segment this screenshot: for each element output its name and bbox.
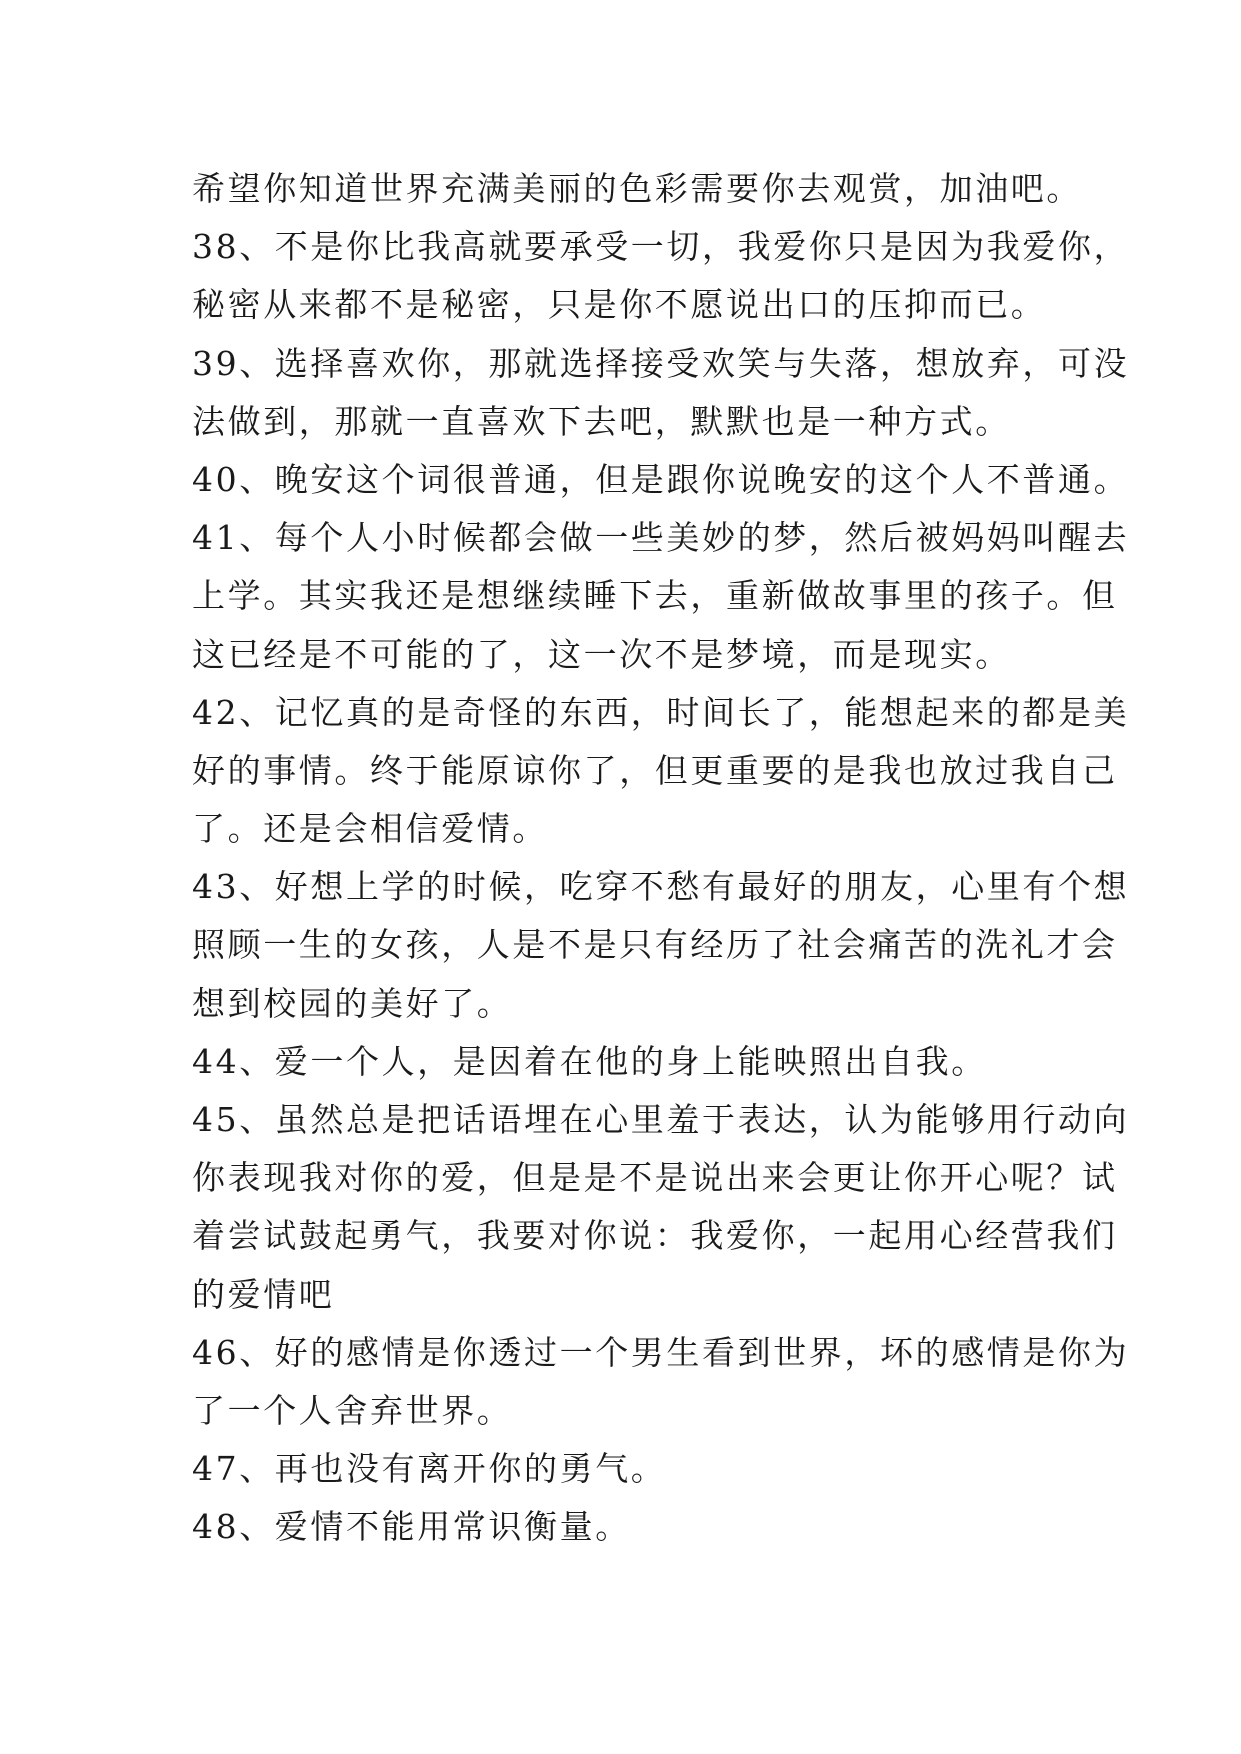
text-line: 47、再也没有离开你的勇气。 (192, 1449, 667, 1489)
text-line: 想到校园的美好了。 (192, 983, 513, 1023)
text-line: 43、好想上学的时候，吃穿不愁有最好的朋友，心里有个想 (192, 867, 1130, 907)
text-line: 了一个人舍弃世界。 (192, 1390, 513, 1430)
text-line: 41、每个人小时候都会做一些美妙的梦，然后被妈妈叫醒去 (192, 518, 1130, 558)
text-line: 好的事情。终于能原谅你了，但更重要的是我也放过我自己 (192, 750, 1118, 790)
text-line: 48、爱情不能用常识衡量。 (192, 1507, 631, 1547)
text-line: 40、晚安这个词很普通，但是跟你说晚安的这个人不普通。 (192, 459, 1130, 499)
text-line: 38、不是你比我高就要承受一切，我爱你只是因为我爱你， (192, 227, 1130, 267)
text-line: 着尝试鼓起勇气，我要对你说：我爱你，一起用心经营我们 (192, 1216, 1118, 1256)
text-line: 上学。其实我还是想继续睡下去，重新做故事里的孩子。但 (192, 576, 1118, 616)
text-line: 希望你知道世界充满美丽的色彩需要你去观赏，加油吧。 (192, 169, 1082, 208)
text-line: 照顾一生的女孩，人是不是只有经历了社会痛苦的洗礼才会 (192, 925, 1118, 965)
text-line: 42、记忆真的是奇怪的东西，时间长了，能想起来的都是美 (192, 692, 1130, 732)
text-line: 44、爱一个人，是因着在他的身上能映照出自我。 (192, 1041, 987, 1081)
text-line: 秘密从来都不是秘密，只是你不愿说出口的压抑而已。 (192, 285, 1047, 325)
text-line: 46、好的感情是你透过一个男生看到世界，坏的感情是你为 (192, 1332, 1130, 1372)
text-line: 你表现我对你的爱，但是是不是说出来会更让你开心呢？试 (192, 1158, 1118, 1198)
document-body (192, 160, 1130, 1557)
text-line: 39、选择喜欢你，那就选择接受欢笑与失落，想放弃，可没 (192, 343, 1130, 383)
text-line: 45、虽然总是把话语埋在心里羞于表达，认为能够用行动向 (192, 1100, 1130, 1139)
text-line: 法做到，那就一直喜欢下去吧，默默也是一种方式。 (192, 401, 1011, 441)
text-line: 了。还是会相信爱情。 (192, 809, 548, 849)
text-line: 这已经是不可能的了，这一次不是梦境，而是现实。 (192, 634, 1011, 674)
text-line: 的爱情吧 (192, 1274, 335, 1314)
